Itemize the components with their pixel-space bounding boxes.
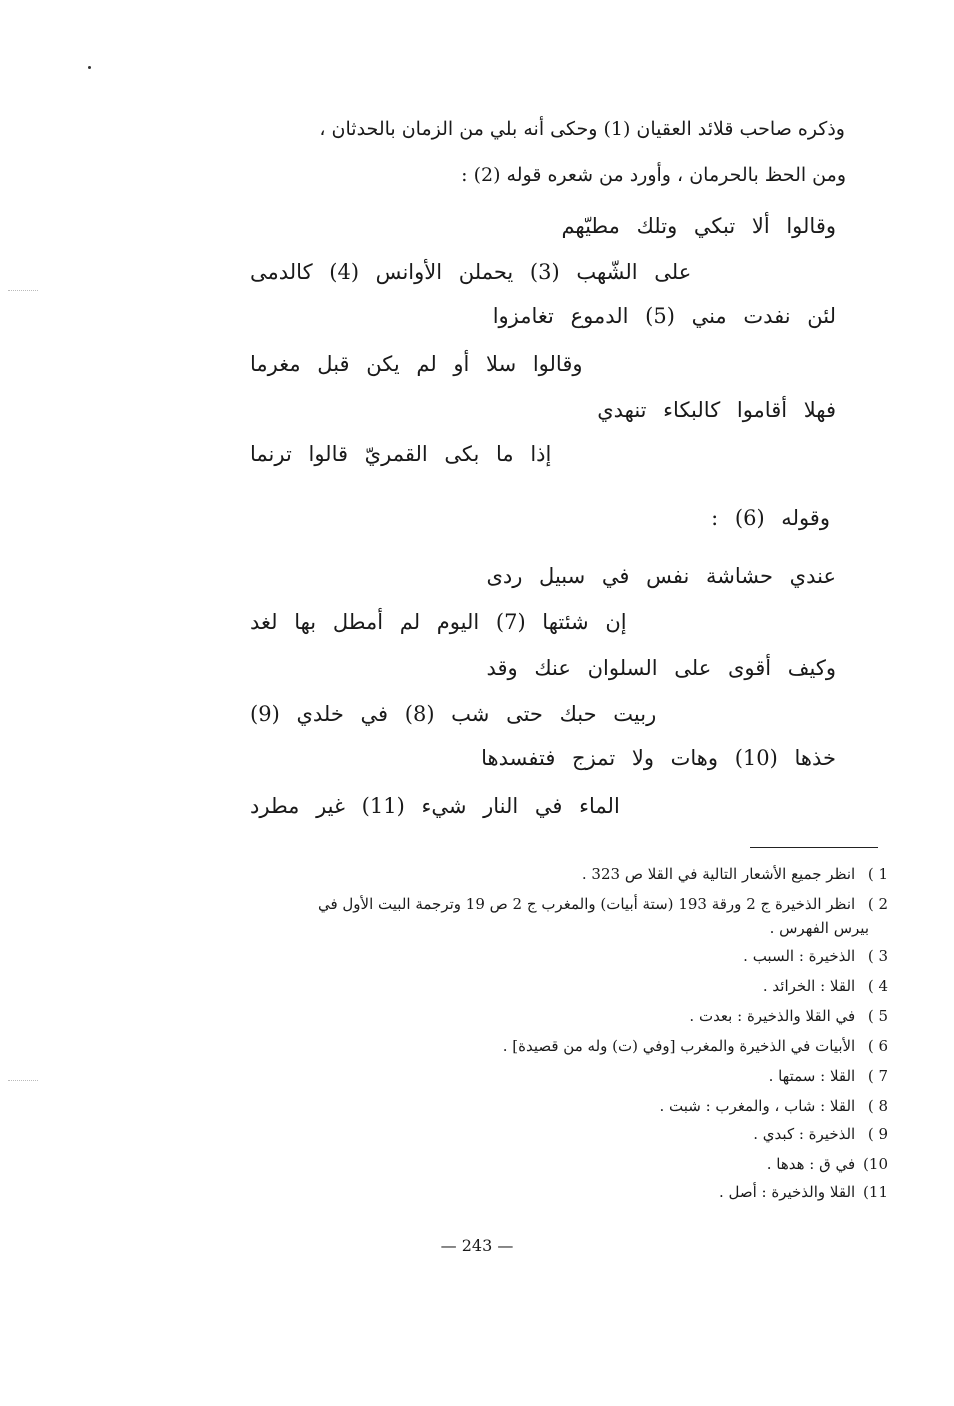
poem1-verse-1a: وقالوا ألا تبكي وتلك مطيّهم — [561, 214, 836, 238]
footnote-8 — [659, 1096, 888, 1116]
footnote-number: 10) — [863, 1155, 888, 1173]
poem1-verse-2b: وقالوا سلا أو لم يكن قبل مغرما — [250, 352, 583, 376]
footnote-text: القلا والذخيرة : أصل . — [718, 1183, 856, 1201]
footnote-number: 1 ) — [867, 865, 888, 883]
stray-mark — [88, 66, 91, 69]
footnote-number: 4 ) — [867, 977, 888, 995]
footnote-number: 3 ) — [867, 947, 888, 965]
footnote-4 — [763, 976, 888, 996]
footnote-text: الذخيرة : كبدي . — [753, 1125, 856, 1143]
footnote-text: في ق : هدها . — [766, 1155, 856, 1173]
footnote-text: القلا : شاب ، والمغرب : شبت . — [659, 1097, 856, 1115]
footnote-5 — [689, 1006, 888, 1026]
intro-line-2: ومن الحظ بالحرمان ، وأورد من شعره قوله (2) : — [461, 164, 846, 186]
footnote-number: 2 ) — [867, 895, 888, 913]
poem2-verse-3b: الماء في النار شيء (11) غير مطرد — [250, 794, 620, 818]
footnote-text: في القلا والذخيرة : بعدت . — [689, 1007, 856, 1025]
footnote-6 — [503, 1036, 888, 1056]
poem1-verse-2a: لئن نفدت مني (5) الدموع تغامزوا — [492, 304, 836, 328]
footnote-rule — [750, 847, 878, 848]
poem2-verse-2b: ربيت حبك حتى شب (8) في خلدي (9) — [250, 702, 657, 726]
footnote-1 — [582, 864, 888, 884]
footnote-text: القلا : سمتها . — [768, 1067, 856, 1085]
footnote-number: 5 ) — [867, 1007, 888, 1025]
margin-mark — [8, 290, 38, 292]
poem2-verse-1b: إن شئتها (7) اليوم لم أمطل بها لغد — [250, 610, 627, 634]
footnote-2-continued: بيرس الفهرس . — [769, 919, 869, 937]
poem2-verse-2a: وكيف أقوى على السلوان عنك وقد — [486, 656, 836, 680]
margin-mark — [8, 1080, 38, 1082]
intro-2: وقوله (6) : — [711, 506, 830, 530]
footnote-11 — [719, 1182, 888, 1202]
footnote-number: 9 ) — [867, 1125, 888, 1143]
poem2-verse-1a: عندي حشاشة نفس في سبيل ردى — [486, 564, 836, 588]
intro-line-1: وذكره صاحب قلائد العقيان (1) وحكى أنه بلي من الزمان بالحدثان ، — [319, 118, 845, 140]
footnote-10 — [767, 1154, 888, 1174]
footnote-text: انظر الذخيرة ج 2 ورقة 193 (ستة أبيات) والمغرب ج 2 ص 19 وترجمة البيت الأول في — [317, 895, 856, 913]
footnote-3 — [743, 946, 888, 966]
footnote-text: الأبيات في الذخيرة والمغرب [وفي (ت) وله من قصيدة] . — [502, 1037, 856, 1055]
poem1-verse-3b: إذا ما بكى القمريّ قالوا ترنما — [250, 442, 552, 466]
footnote-text: انظر جميع الأشعار التالية في القلا ص 323 . — [581, 865, 856, 883]
poem1-verse-3a: فهلا أقاموا كالبكاء تنهدي — [597, 398, 836, 422]
footnote-number: 7 ) — [867, 1067, 888, 1085]
footnote-number: 6 ) — [867, 1037, 888, 1055]
footnote-9 — [753, 1124, 888, 1144]
footnote-text: الذخيرة : السبب . — [743, 947, 856, 965]
footnote-7 — [769, 1066, 888, 1086]
footnote-2 — [318, 894, 888, 914]
poem2-verse-3a: خذها (10) وهات ولا تمزج فتفسدها — [481, 746, 836, 770]
footnote-number: 11) — [863, 1183, 888, 1201]
footnote-number: 8 ) — [867, 1097, 888, 1115]
poem1-verse-1b: على الشّهب (3) يحملن الأوانس (4) كالدمى — [250, 260, 692, 284]
page-number: — 243 — — [440, 1236, 514, 1255]
footnote-text: القلا : الخرائد . — [762, 977, 856, 995]
